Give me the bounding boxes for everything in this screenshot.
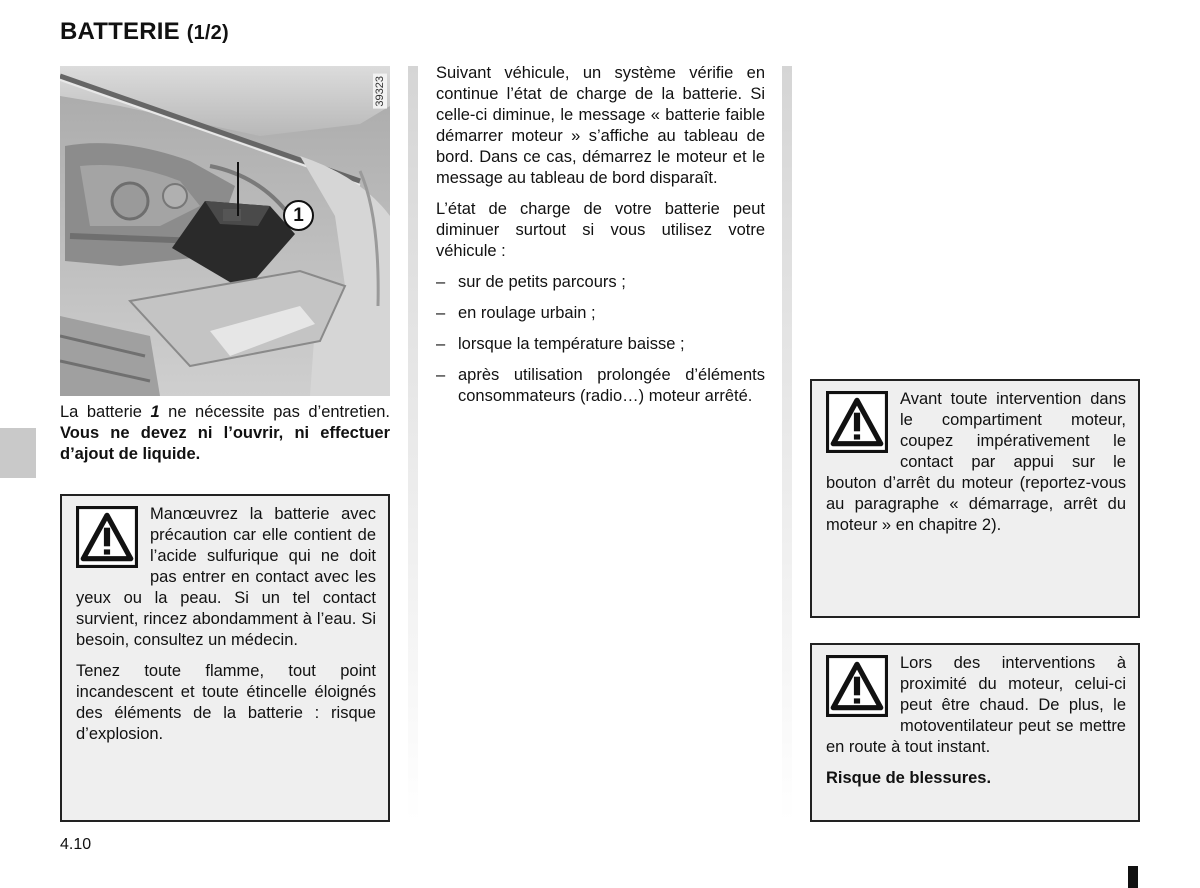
page-edge-marker <box>1128 866 1138 888</box>
warning-box-acid <box>60 494 390 822</box>
maintenance-text-b: ne nécessite pas d’entretien. <box>159 403 391 421</box>
warning-triangle-icon <box>826 655 888 717</box>
battery-reference-number: 1 <box>150 403 160 421</box>
engine-bay-illustration <box>60 66 390 396</box>
chapter-tab <box>0 428 36 478</box>
warning-triangle-icon <box>76 506 138 568</box>
explosion-warning-text: Tenez toute flamme, tout point incandescent et toute étincelle éloignés des éléments de la batterie : risque d’explosion. <box>76 662 376 743</box>
acid-warning-text: Manœuvrez la batterie avec précaution car elle contient de l’acide sulfurique qui ne doit pas entrer en contact avec les yeux ou la peau. Si un tel contact survient, rincez abondamment à l’eau. Si besoin, consultez un médecin. <box>76 505 376 649</box>
battery-maintenance-paragraph <box>60 402 390 475</box>
warning-box-ignition <box>810 379 1140 618</box>
charge-monitoring-paragraph: Suivant véhicule, un système vérifie en continue l’état de charge de la batterie. Si celle-ci diminue, le message « batterie faible démarrer moteur » s’affiche au tableau de bord. Dans ce cas, démarrez le moteur et le message au tableau de bord disparaît. <box>436 64 765 187</box>
figure-reference-code: 39323 <box>374 76 386 107</box>
column-separator <box>408 66 418 822</box>
maintenance-text-a: La batterie <box>60 403 151 421</box>
dash-bullet: – <box>436 304 446 322</box>
dash-bullet: – <box>436 366 446 384</box>
dash-bullet: – <box>436 273 446 291</box>
list-item: – lorsque la température baisse ; <box>436 335 685 353</box>
dash-bullet: – <box>436 335 446 353</box>
column-separator <box>782 66 792 822</box>
usage-conditions-list <box>436 272 765 407</box>
hot-engine-warning-text: Lors des interventions à proximité du moteur, celui-ci peut être chaud. De plus, le motoventilateur peut se mettre en route à tout instant. <box>826 654 1126 756</box>
warning-box-hot-engine <box>810 643 1140 822</box>
list-item: – sur de petits parcours ; <box>436 273 626 291</box>
warning-triangle-icon <box>826 391 888 453</box>
callout-number: 1 <box>283 200 314 231</box>
ignition-warning-text: Avant toute intervention dans le compartiment moteur, coupez impérativement le contact par appui sur le bouton d’arrêt du moteur (reportez-vous au paragraphe « démarrage, arrêt du moteur » en chapitre 2). <box>826 390 1126 534</box>
charge-decrease-paragraph: L’état de charge de votre batterie peut diminuer surtout si vous utilisez votre véhicule : <box>436 200 765 260</box>
page-number: 4.10 <box>60 836 92 853</box>
engine-bay-drawing <box>60 66 390 396</box>
maintenance-warning-bold: Vous ne devez ni l’ouvrir, ni effectuer d’ajout de liquide. <box>60 424 390 463</box>
list-item: – après utilisation prolongée d’éléments consommateurs (radio…) moteur arrêté. <box>436 366 765 405</box>
title-text: BATTERIE <box>60 18 180 45</box>
title-suffix: (1/2) <box>186 22 229 44</box>
battery-charge-section <box>436 63 765 417</box>
list-item: – en roulage urbain ; <box>436 304 596 322</box>
injury-risk-text: Risque de blessures. <box>826 769 992 787</box>
page-title <box>60 18 229 46</box>
